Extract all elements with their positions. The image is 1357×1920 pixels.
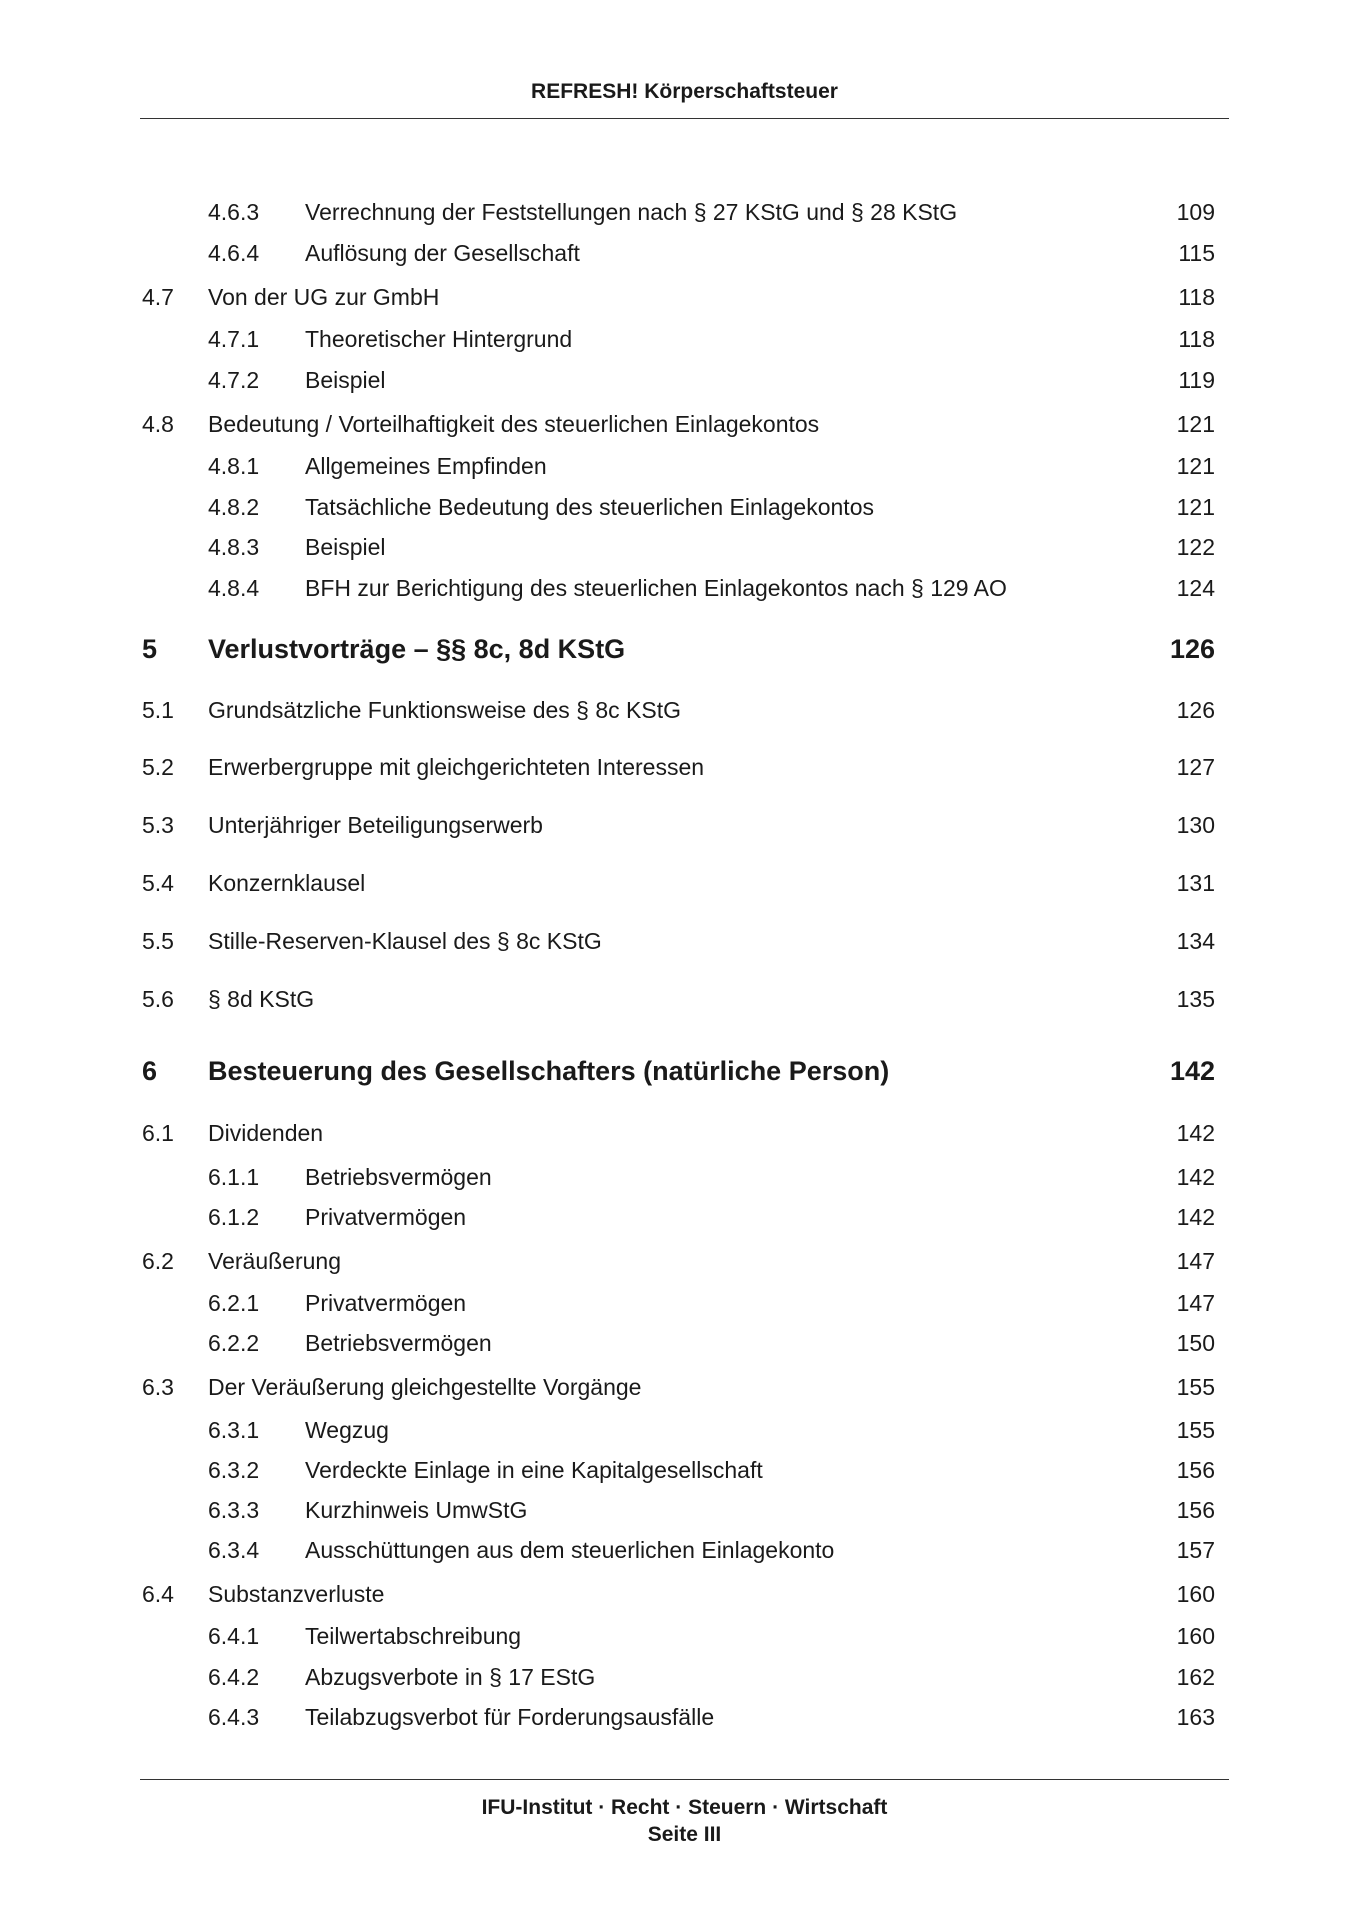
toc-entry-number: 6.4.1 bbox=[208, 1623, 260, 1649]
footer-institute: IFU-Institut · Recht · Steuern · Wirtschaft bbox=[481, 1796, 888, 1819]
toc-entry-title: Grundsätzliche Funktionsweise des § 8c KStG bbox=[208, 697, 682, 723]
toc-entry bbox=[0, 1537, 1357, 1569]
toc-entry-number: 5.5 bbox=[142, 928, 174, 954]
toc-chapter bbox=[0, 634, 1357, 672]
toc-entry-page: 135 bbox=[1176, 986, 1215, 1012]
toc-entry-title: Verrechnung der Feststellungen nach § 27 KStG und § 28 KStG bbox=[305, 199, 958, 225]
toc-entry-number: 6.2.2 bbox=[208, 1330, 260, 1356]
toc-entry-title: Bedeutung / Vorteilhaftigkeit des steuerlichen Einlagekontos bbox=[208, 411, 820, 437]
toc-entry-number: 6.1 bbox=[142, 1120, 174, 1146]
toc-entry-title: Erwerbergruppe mit gleichgerichteten Interessen bbox=[208, 754, 705, 780]
toc-entry bbox=[0, 1374, 1357, 1406]
toc-entry-title: Substanzverluste bbox=[208, 1581, 385, 1607]
toc-entry-page: 115 bbox=[1178, 240, 1215, 266]
toc-entry-number: 5.2 bbox=[142, 754, 174, 780]
footer-page-number: Seite III bbox=[647, 1823, 722, 1846]
toc-entry bbox=[0, 1164, 1357, 1196]
toc-entry bbox=[0, 697, 1357, 729]
toc-entry-number: 6.1.2 bbox=[208, 1204, 260, 1230]
toc-entry-page: 131 bbox=[1176, 870, 1215, 896]
toc-entry-number: 4.8.4 bbox=[208, 575, 260, 601]
toc-entry-number: 6.2.1 bbox=[208, 1290, 260, 1316]
toc-entry-title: § 8d KStG bbox=[208, 986, 315, 1012]
toc-entry-page: 156 bbox=[1176, 1497, 1215, 1523]
toc-entry-page: 126 bbox=[1169, 634, 1215, 664]
toc-entry-title: Von der UG zur GmbH bbox=[208, 284, 440, 310]
toc-entry-page: 109 bbox=[1176, 199, 1215, 225]
toc-entry bbox=[0, 1664, 1357, 1696]
toc-entry-number: 6.3.1 bbox=[208, 1417, 260, 1443]
toc-chapter bbox=[0, 1056, 1357, 1094]
toc-entry-number: 4.8.2 bbox=[208, 494, 260, 520]
toc-entry-number: 4.7 bbox=[142, 284, 174, 310]
toc-entry bbox=[0, 812, 1357, 844]
toc-entry-number: 6.4.3 bbox=[208, 1704, 260, 1730]
toc-entry-title: Betriebsvermögen bbox=[305, 1164, 492, 1190]
page-footer bbox=[140, 1794, 1229, 1848]
toc-entry-title: Besteuerung des Gesellschafters (natürliche Person) bbox=[208, 1056, 890, 1086]
toc-entry-page: 163 bbox=[1176, 1704, 1215, 1730]
toc-entry-title: Wegzug bbox=[305, 1417, 389, 1443]
toc-entry-number: 6.3.4 bbox=[208, 1537, 260, 1563]
toc-entry-title: Theoretischer Hintergrund bbox=[305, 326, 573, 352]
toc-entry bbox=[0, 1330, 1357, 1362]
toc-entry-page: 134 bbox=[1176, 928, 1215, 954]
header-rule bbox=[140, 118, 1229, 119]
footer-rule bbox=[140, 1779, 1229, 1780]
toc-entry-page: 142 bbox=[1176, 1204, 1215, 1230]
toc-entry-title: Privatvermögen bbox=[305, 1204, 467, 1230]
toc-entry-page: 147 bbox=[1176, 1290, 1215, 1316]
toc-entry-page: 127 bbox=[1176, 754, 1215, 780]
toc-entry bbox=[0, 1457, 1357, 1489]
toc-entry-title: Teilabzugsverbot für Forderungsausfälle bbox=[305, 1704, 715, 1730]
toc-entry bbox=[0, 870, 1357, 902]
toc-entry-title: Privatvermögen bbox=[305, 1290, 467, 1316]
toc-entry-number: 4.7.2 bbox=[208, 367, 260, 393]
toc-entry-title: Stille-Reserven-Klausel des § 8c KStG bbox=[208, 928, 602, 954]
toc-entry-page: 150 bbox=[1176, 1330, 1215, 1356]
toc-entry-page: 121 bbox=[1176, 494, 1215, 520]
toc-entry-number: 5.1 bbox=[142, 697, 174, 723]
toc-entry bbox=[0, 494, 1357, 526]
toc-entry bbox=[0, 367, 1357, 399]
toc-entry-number: 4.6.3 bbox=[208, 199, 260, 225]
toc-entry-title: Kurzhinweis UmwStG bbox=[305, 1497, 528, 1523]
toc-entry-page: 118 bbox=[1178, 284, 1215, 310]
toc-entry-title: Ausschüttungen aus dem steuerlichen Einlagekonto bbox=[305, 1537, 835, 1563]
toc-entry-number: 4.8.3 bbox=[208, 534, 260, 560]
toc-entry-page: 142 bbox=[1169, 1056, 1215, 1086]
toc-entry-number: 5.3 bbox=[142, 812, 174, 838]
toc-entry-number: 5.4 bbox=[142, 870, 174, 896]
toc-entry-page: 155 bbox=[1176, 1374, 1215, 1400]
toc-entry-number: 4.7.1 bbox=[208, 326, 260, 352]
toc-entry bbox=[0, 284, 1357, 316]
toc-entry-page: 121 bbox=[1176, 453, 1215, 479]
toc-entry-title: Allgemeines Empfinden bbox=[305, 453, 547, 479]
toc-entry-title: BFH zur Berichtigung des steuerlichen Einlagekontos nach § 129 AO bbox=[305, 575, 1007, 601]
toc-entry-number: 4.6.4 bbox=[208, 240, 260, 266]
toc-entry-page: 130 bbox=[1176, 812, 1215, 838]
page-header-title: REFRESH! Körperschaftsteuer bbox=[531, 80, 838, 103]
toc-entry bbox=[0, 575, 1357, 607]
toc-entry bbox=[0, 1497, 1357, 1529]
toc-entry-title: Beispiel bbox=[305, 534, 386, 560]
toc-entry-page: 157 bbox=[1176, 1537, 1215, 1563]
toc-entry bbox=[0, 199, 1357, 231]
toc-entry-title: Tatsächliche Bedeutung des steuerlichen Einlagekontos bbox=[305, 494, 874, 520]
toc-entry-page: 121 bbox=[1176, 411, 1215, 437]
toc-entry-number: 5.6 bbox=[142, 986, 174, 1012]
toc-entry-number: 6.2 bbox=[142, 1248, 174, 1274]
toc-entry-page: 142 bbox=[1176, 1164, 1215, 1190]
toc-entry-title: Unterjähriger Beteiligungserwerb bbox=[208, 812, 543, 838]
toc-entry bbox=[0, 534, 1357, 566]
toc-entry bbox=[0, 1248, 1357, 1280]
toc-entry bbox=[0, 1120, 1357, 1152]
toc-entry-number: 6.3.2 bbox=[208, 1457, 260, 1483]
toc-entry-number: 6.3.3 bbox=[208, 1497, 260, 1523]
toc-entry-number: 5 bbox=[142, 634, 158, 664]
toc-entry bbox=[0, 1204, 1357, 1236]
toc-entry-page: 155 bbox=[1176, 1417, 1215, 1443]
toc-entry-title: Betriebsvermögen bbox=[305, 1330, 492, 1356]
toc-entry bbox=[0, 411, 1357, 443]
toc-entry-page: 162 bbox=[1176, 1664, 1215, 1690]
toc-entry-page: 126 bbox=[1176, 697, 1215, 723]
toc-entry-number: 4.8.1 bbox=[208, 453, 260, 479]
toc-entry-title: Verdeckte Einlage in eine Kapitalgesellschaft bbox=[305, 1457, 763, 1483]
toc-entry bbox=[0, 1704, 1357, 1736]
toc-entry bbox=[0, 986, 1357, 1018]
toc-entry-page: 142 bbox=[1176, 1120, 1215, 1146]
toc-entry bbox=[0, 326, 1357, 358]
toc-entry-number: 6.4.2 bbox=[208, 1664, 260, 1690]
toc-entry bbox=[0, 240, 1357, 272]
toc-entry-title: Auflösung der Gesellschaft bbox=[305, 240, 580, 266]
toc-entry-number: 6.3 bbox=[142, 1374, 174, 1400]
toc-entry bbox=[0, 1417, 1357, 1449]
toc-entry-title: Der Veräußerung gleichgestellte Vorgänge bbox=[208, 1374, 642, 1400]
toc-entry-page: 160 bbox=[1176, 1623, 1215, 1649]
toc-entry-number: 4.8 bbox=[142, 411, 174, 437]
toc-entry-page: 156 bbox=[1176, 1457, 1215, 1483]
toc-entry-page: 124 bbox=[1176, 575, 1215, 601]
toc-entry-title: Teilwertabschreibung bbox=[305, 1623, 522, 1649]
toc-entry-page: 147 bbox=[1176, 1248, 1215, 1274]
toc-entry-title: Abzugsverbote in § 17 EStG bbox=[305, 1664, 596, 1690]
toc-entry bbox=[0, 1581, 1357, 1613]
toc-entry bbox=[0, 928, 1357, 960]
toc-entry-page: 119 bbox=[1178, 367, 1215, 393]
toc-entry bbox=[0, 1623, 1357, 1655]
toc-entry-title: Veräußerung bbox=[208, 1248, 341, 1274]
toc-entry-title: Verlustvorträge – §§ 8c, 8d KStG bbox=[208, 634, 626, 664]
toc-entry-title: Dividenden bbox=[208, 1120, 324, 1146]
toc-entry bbox=[0, 453, 1357, 485]
toc-entry-number: 6.1.1 bbox=[208, 1164, 260, 1190]
toc-entry-title: Konzernklausel bbox=[208, 870, 366, 896]
toc-entry-title: Beispiel bbox=[305, 367, 386, 393]
toc-entry bbox=[0, 754, 1357, 786]
toc-entry-number: 6 bbox=[142, 1056, 158, 1086]
toc-entry-page: 160 bbox=[1176, 1581, 1215, 1607]
toc-entry bbox=[0, 1290, 1357, 1322]
toc-entry-number: 6.4 bbox=[142, 1581, 174, 1607]
toc-entry-page: 118 bbox=[1178, 326, 1215, 352]
toc-entry-page: 122 bbox=[1176, 534, 1215, 560]
